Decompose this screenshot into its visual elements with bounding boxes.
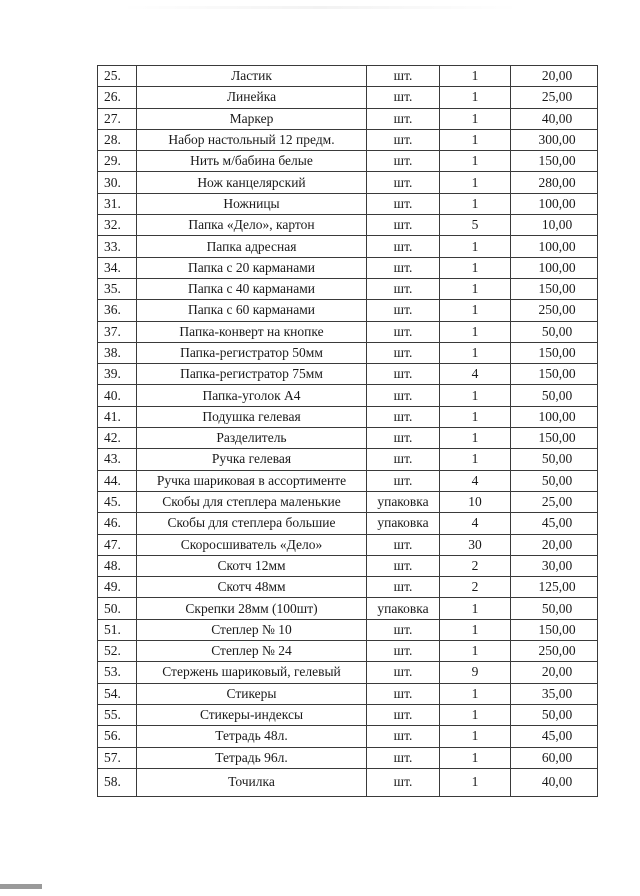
row-number: 46. (98, 513, 137, 534)
table-row (98, 66, 598, 87)
item-name: Стикеры-индексы (137, 704, 367, 725)
item-quantity: 5 (440, 215, 511, 236)
table-row (98, 619, 598, 640)
item-price: 25,00 (511, 87, 598, 108)
item-price: 150,00 (511, 151, 598, 172)
table-row (98, 534, 598, 555)
item-name: Ластик (137, 66, 367, 87)
table-row (98, 513, 598, 534)
item-name: Набор настольный 12 предм. (137, 129, 367, 150)
item-price: 45,00 (511, 513, 598, 534)
item-price: 50,00 (511, 449, 598, 470)
item-quantity: 1 (440, 406, 511, 427)
item-unit: шт. (367, 747, 440, 768)
item-name: Линейка (137, 87, 367, 108)
item-price: 100,00 (511, 236, 598, 257)
item-unit: шт. (367, 406, 440, 427)
item-name: Подушка гелевая (137, 406, 367, 427)
item-unit: шт. (367, 577, 440, 598)
item-quantity: 1 (440, 257, 511, 278)
item-unit: шт. (367, 470, 440, 491)
item-price: 50,00 (511, 385, 598, 406)
item-price: 25,00 (511, 491, 598, 512)
row-number: 31. (98, 193, 137, 214)
row-number: 45. (98, 491, 137, 512)
item-unit: шт. (367, 555, 440, 576)
row-number: 53. (98, 662, 137, 683)
item-name: Ножницы (137, 193, 367, 214)
item-price: 150,00 (511, 364, 598, 385)
row-number: 30. (98, 172, 137, 193)
item-unit: шт. (367, 321, 440, 342)
item-name: Тетрадь 96л. (137, 747, 367, 768)
item-unit: шт. (367, 151, 440, 172)
item-price: 20,00 (511, 66, 598, 87)
item-price: 50,00 (511, 470, 598, 491)
item-quantity: 1 (440, 129, 511, 150)
item-unit: шт. (367, 726, 440, 747)
item-unit: шт. (367, 278, 440, 299)
item-name: Маркер (137, 108, 367, 129)
item-name: Разделитель (137, 428, 367, 449)
item-unit: шт. (367, 534, 440, 555)
table-row (98, 364, 598, 385)
table-row (98, 662, 598, 683)
table-row (98, 172, 598, 193)
item-name: Скрепки 28мм (100шт) (137, 598, 367, 619)
item-unit: шт. (367, 385, 440, 406)
item-quantity: 1 (440, 342, 511, 363)
item-quantity: 2 (440, 577, 511, 598)
item-name: Нить м/бабина белые (137, 151, 367, 172)
item-unit: шт. (367, 66, 440, 87)
item-name: Папка-уголок А4 (137, 385, 367, 406)
table-row (98, 641, 598, 662)
item-name: Скотч 12мм (137, 555, 367, 576)
item-unit: шт. (367, 215, 440, 236)
row-number: 27. (98, 108, 137, 129)
table-row (98, 704, 598, 725)
item-unit: шт. (367, 683, 440, 704)
row-number: 54. (98, 683, 137, 704)
table-row (98, 683, 598, 704)
item-quantity: 1 (440, 87, 511, 108)
item-unit: шт. (367, 87, 440, 108)
item-quantity: 1 (440, 726, 511, 747)
item-quantity: 1 (440, 619, 511, 640)
item-quantity: 1 (440, 172, 511, 193)
item-price: 100,00 (511, 406, 598, 427)
item-price: 40,00 (511, 108, 598, 129)
item-name: Точилка (137, 768, 367, 796)
table-row (98, 768, 598, 796)
item-unit: шт. (367, 704, 440, 725)
item-price: 300,00 (511, 129, 598, 150)
item-name: Ручка гелевая (137, 449, 367, 470)
table-row (98, 491, 598, 512)
row-number: 50. (98, 598, 137, 619)
item-unit: шт. (367, 172, 440, 193)
item-quantity: 4 (440, 513, 511, 534)
item-name: Папка адресная (137, 236, 367, 257)
item-quantity: 10 (440, 491, 511, 512)
item-price: 35,00 (511, 683, 598, 704)
item-price: 30,00 (511, 555, 598, 576)
item-quantity: 1 (440, 641, 511, 662)
item-price: 100,00 (511, 193, 598, 214)
row-number: 37. (98, 321, 137, 342)
item-name: Папка-регистратор 75мм (137, 364, 367, 385)
item-quantity: 1 (440, 236, 511, 257)
row-number: 39. (98, 364, 137, 385)
row-number: 51. (98, 619, 137, 640)
item-price: 150,00 (511, 428, 598, 449)
item-unit: шт. (367, 449, 440, 470)
item-quantity: 1 (440, 321, 511, 342)
table-row (98, 193, 598, 214)
row-number: 28. (98, 129, 137, 150)
item-name: Ручка шариковая в ассортименте (137, 470, 367, 491)
row-number: 38. (98, 342, 137, 363)
item-unit: шт. (367, 662, 440, 683)
item-unit: шт. (367, 129, 440, 150)
table-row (98, 321, 598, 342)
table-row (98, 428, 598, 449)
item-name: Папка с 40 карманами (137, 278, 367, 299)
item-quantity: 1 (440, 108, 511, 129)
item-name: Скотч 48мм (137, 577, 367, 598)
item-name: Степлер № 10 (137, 619, 367, 640)
row-number: 42. (98, 428, 137, 449)
item-unit: шт. (367, 342, 440, 363)
row-number: 52. (98, 641, 137, 662)
item-quantity: 1 (440, 66, 511, 87)
table-row (98, 342, 598, 363)
item-quantity: 1 (440, 385, 511, 406)
item-unit: шт. (367, 257, 440, 278)
table-row (98, 747, 598, 768)
item-price: 280,00 (511, 172, 598, 193)
item-quantity: 1 (440, 747, 511, 768)
item-unit: шт. (367, 108, 440, 129)
item-quantity: 4 (440, 364, 511, 385)
table-row (98, 215, 598, 236)
item-name: Скобы для степлера большие (137, 513, 367, 534)
item-price: 60,00 (511, 747, 598, 768)
item-price: 20,00 (511, 662, 598, 683)
row-number: 55. (98, 704, 137, 725)
item-quantity: 1 (440, 768, 511, 796)
item-quantity: 1 (440, 193, 511, 214)
item-price: 45,00 (511, 726, 598, 747)
item-price: 150,00 (511, 619, 598, 640)
item-name: Тетрадь 48л. (137, 726, 367, 747)
item-name: Стикеры (137, 683, 367, 704)
item-unit: шт. (367, 236, 440, 257)
item-unit: упаковка (367, 491, 440, 512)
row-number: 32. (98, 215, 137, 236)
table-row (98, 108, 598, 129)
table-row (98, 151, 598, 172)
scan-artifact-footer (0, 884, 42, 889)
table-row (98, 449, 598, 470)
item-name: Папка с 20 карманами (137, 257, 367, 278)
table-row (98, 385, 598, 406)
item-price: 100,00 (511, 257, 598, 278)
item-quantity: 1 (440, 598, 511, 619)
row-number: 25. (98, 66, 137, 87)
item-unit: упаковка (367, 598, 440, 619)
item-name: Папка с 60 карманами (137, 300, 367, 321)
item-price: 125,00 (511, 577, 598, 598)
row-number: 48. (98, 555, 137, 576)
row-number: 56. (98, 726, 137, 747)
item-name: Нож канцелярский (137, 172, 367, 193)
item-name: Папка-регистратор 50мм (137, 342, 367, 363)
item-price: 10,00 (511, 215, 598, 236)
supplies-table (97, 65, 598, 797)
table-row (98, 129, 598, 150)
item-unit: шт. (367, 300, 440, 321)
item-name: Скобы для степлера маленькие (137, 491, 367, 512)
item-quantity: 1 (440, 278, 511, 299)
table-row (98, 577, 598, 598)
row-number: 57. (98, 747, 137, 768)
row-number: 58. (98, 768, 137, 796)
item-unit: шт. (367, 619, 440, 640)
row-number: 40. (98, 385, 137, 406)
item-unit: шт. (367, 193, 440, 214)
item-name: Папка «Дело», картон (137, 215, 367, 236)
row-number: 44. (98, 470, 137, 491)
table-row (98, 726, 598, 747)
supplies-table-body (98, 66, 598, 797)
item-name: Степлер № 24 (137, 641, 367, 662)
item-price: 150,00 (511, 278, 598, 299)
row-number: 36. (98, 300, 137, 321)
row-number: 41. (98, 406, 137, 427)
item-unit: шт. (367, 641, 440, 662)
item-quantity: 1 (440, 428, 511, 449)
table-row (98, 300, 598, 321)
table-row (98, 470, 598, 491)
item-price: 40,00 (511, 768, 598, 796)
row-number: 43. (98, 449, 137, 470)
item-name: Скоросшиватель «Дело» (137, 534, 367, 555)
item-unit: упаковка (367, 513, 440, 534)
item-unit: шт. (367, 428, 440, 449)
row-number: 33. (98, 236, 137, 257)
item-price: 50,00 (511, 598, 598, 619)
item-price: 250,00 (511, 300, 598, 321)
item-unit: шт. (367, 364, 440, 385)
row-number: 34. (98, 257, 137, 278)
table-row (98, 257, 598, 278)
item-name: Стержень шариковый, гелевый (137, 662, 367, 683)
table-row (98, 278, 598, 299)
row-number: 26. (98, 87, 137, 108)
item-quantity: 2 (440, 555, 511, 576)
item-price: 20,00 (511, 534, 598, 555)
item-quantity: 1 (440, 449, 511, 470)
scan-artifact (120, 6, 520, 9)
item-price: 50,00 (511, 321, 598, 342)
item-unit: шт. (367, 768, 440, 796)
item-quantity: 1 (440, 683, 511, 704)
table-row (98, 598, 598, 619)
item-price: 250,00 (511, 641, 598, 662)
item-quantity: 30 (440, 534, 511, 555)
row-number: 47. (98, 534, 137, 555)
item-price: 150,00 (511, 342, 598, 363)
item-quantity: 9 (440, 662, 511, 683)
table-row (98, 555, 598, 576)
row-number: 29. (98, 151, 137, 172)
row-number: 49. (98, 577, 137, 598)
item-quantity: 1 (440, 704, 511, 725)
item-price: 50,00 (511, 704, 598, 725)
row-number: 35. (98, 278, 137, 299)
table-row (98, 406, 598, 427)
table-row (98, 236, 598, 257)
table-row (98, 87, 598, 108)
item-quantity: 1 (440, 151, 511, 172)
item-quantity: 1 (440, 300, 511, 321)
item-name: Папка-конверт на кнопке (137, 321, 367, 342)
item-quantity: 4 (440, 470, 511, 491)
